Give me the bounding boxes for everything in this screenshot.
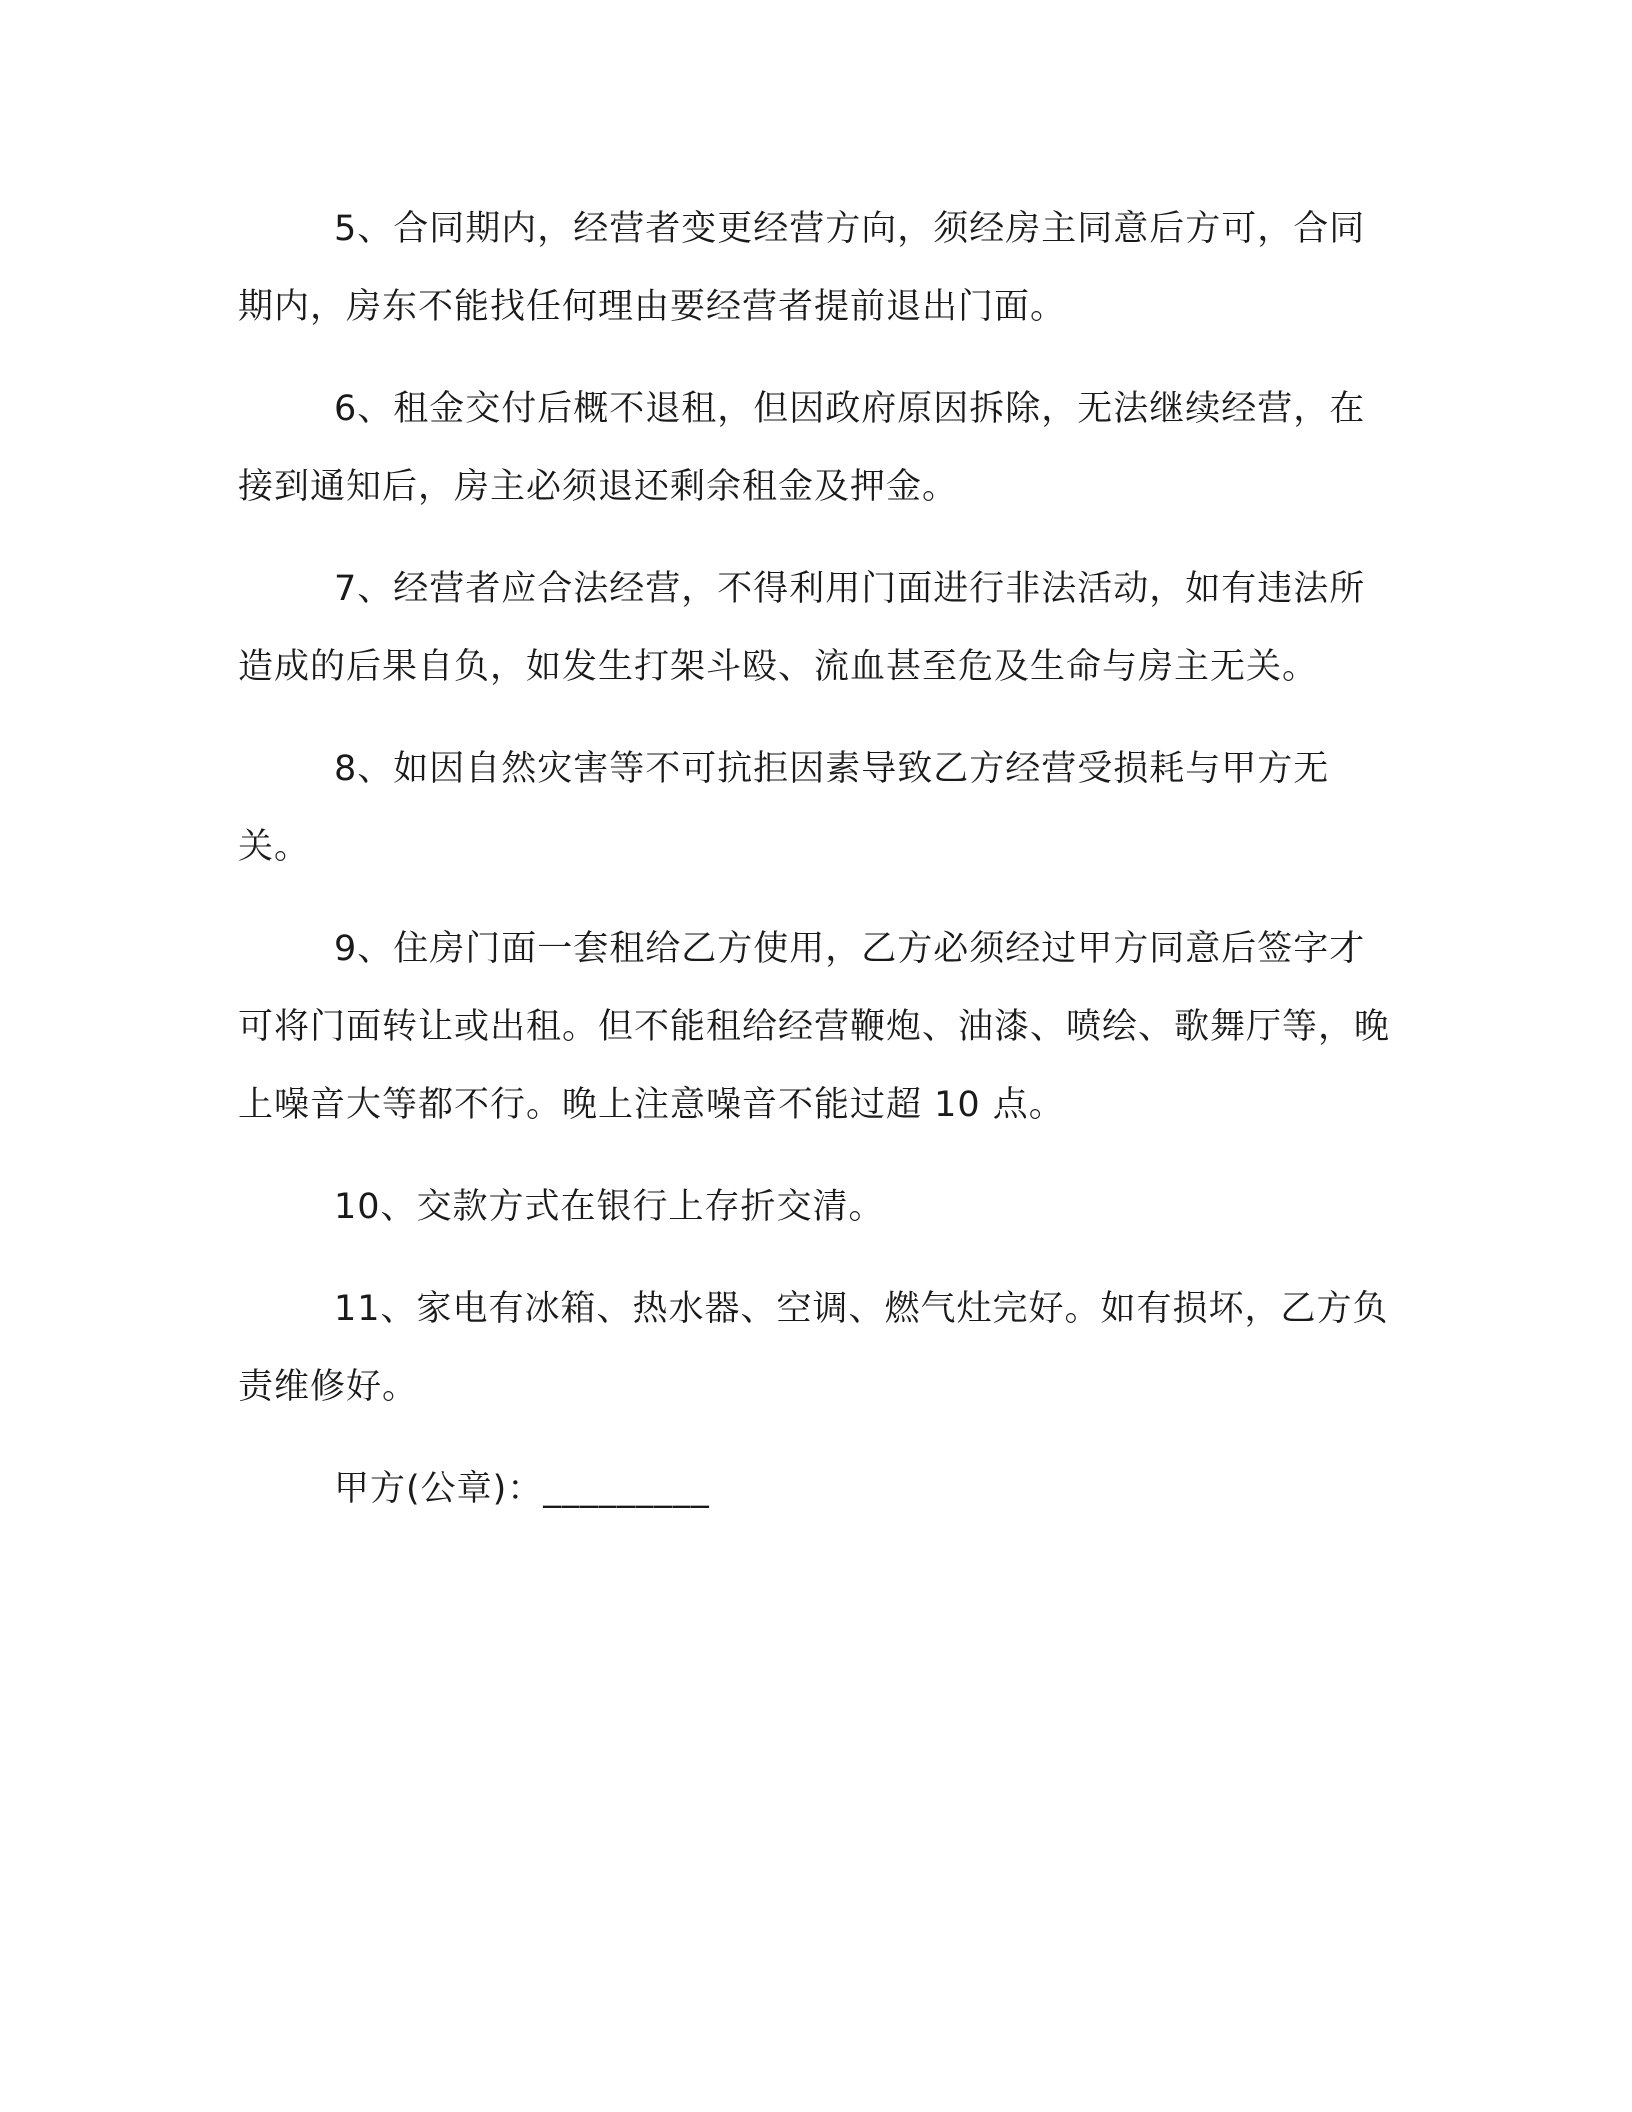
- clause-6: 6、租金交付后概不退租，但因政府原因拆除，无法继续经营，在接到通知后，房主必须退还剩余租金及押金。: [238, 389, 1366, 507]
- clause-7: 7、经营者应合法经营，不得利用门面进行非法活动，如有违法所造成的后果自负，如发生打架斗殴、流血甚至危及生命与房主无关。: [238, 569, 1366, 687]
- clause-8: 8、如因自然灾害等不可抗拒因素导致乙方经营受损耗与甲方无关。: [238, 749, 1330, 867]
- party-a-signature-line: 甲方(公章)：_________: [334, 1469, 710, 1509]
- clause-11: 11、家电有冰箱、热水器、空调、燃气灶完好。如有损坏，乙方负责维修好。: [238, 1289, 1389, 1407]
- clause-10: 10、交款方式在银行上存折交清。: [334, 1187, 885, 1227]
- clause-5: 5、合同期内，经营者变更经营方向，须经房主同意后方可，合同期内，房东不能找任何理由要经营者提前退出门面。: [238, 209, 1366, 327]
- clause-9: 9、住房门面一套租给乙方使用，乙方必须经过甲方同意后签字才可将门面转让或出租。但不能租给经营鞭炮、油漆、喷绘、歌舞厅等，晚上噪音大等都不行。晚上注意噪音不能过超 10 点。: [238, 929, 1391, 1125]
- contract-page: [238, 190, 1398, 1528]
